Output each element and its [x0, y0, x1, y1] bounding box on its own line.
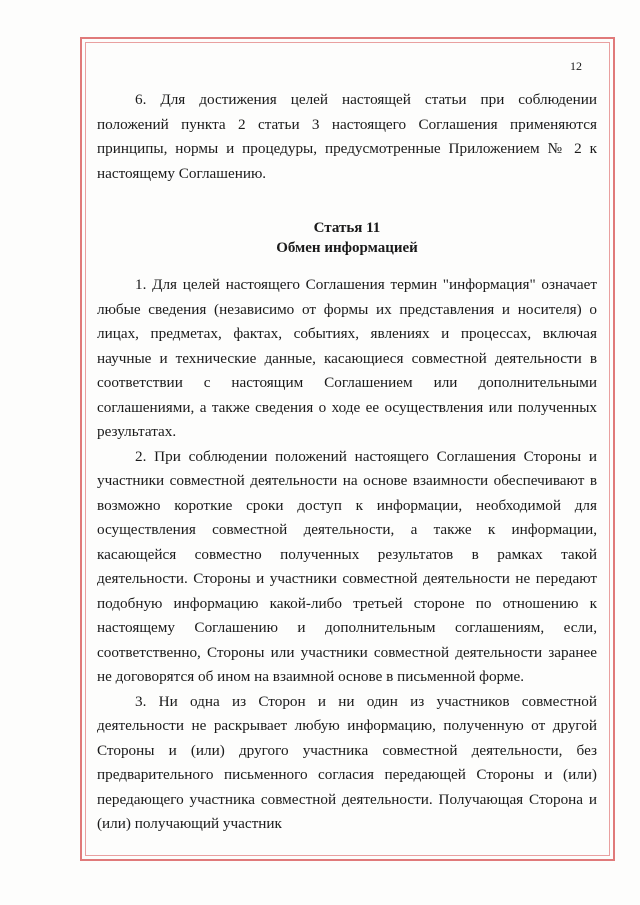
- article-title: Обмен информацией: [276, 240, 418, 256]
- page-number: 12: [570, 59, 582, 73]
- article-number: Статья 11: [313, 220, 381, 236]
- document-body: [97, 88, 597, 837]
- paragraph-1: 1. Для целей настоящего Соглашения термин "информация" означает любые сведения (независимо от формы их представления и носителя) о лицах, предметах, фактах, событиях, явлениях и процессах, включая научные и технические данные, касающиеся совместной деятельности в соответствии с настоящим Соглашением или дополнительными соглашениями, а также сведения о ходе ее осуществления или полученных результатах.: [97, 276, 597, 440]
- paragraph-6: 6. Для достижения целей настоящей статьи при соблюдении положений пункта 2 статьи 3 настоящего Соглашения применяются принципы, нормы и процедуры, предусмотренные Приложением № 2 к настоящему Соглашению.: [97, 91, 597, 182]
- paragraph-2: 2. При соблюдении положений настоящего Соглашения Стороны и участники совместной деятельности на основе взаимности обеспечивают в возможно короткие сроки доступ к информации, необходимой для осуществления совместной деятельности, а также к информации, касающейся совместно полученных результатов в рамках такой деятельности. Стороны и участники совместной деятельности не передают подобную информацию какой-либо третьей стороне по отношению к настоящему Соглашению и дополнительным соглашениям, если, соответственно, Стороны или участники совместной деятельности заранее не договорятся об ином на взаимной основе в письменной форме.: [97, 447, 597, 685]
- paragraph-3: 3. Ни одна из Сторон и ни один из участников совместной деятельности не раскрывает любую информацию, полученную от другой Стороны и (или) другого участника совместной деятельности, без предварительного письменного согласия передающей Стороны и (или) передающего участника совместной деятельности. Получающая Сторона и (или) получающий участник: [97, 692, 597, 832]
- article-heading: [97, 218, 597, 258]
